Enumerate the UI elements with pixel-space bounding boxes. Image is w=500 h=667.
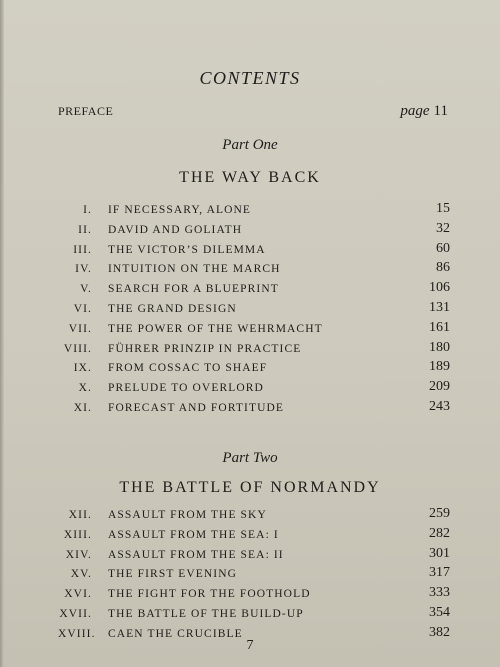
chapter-title: IF NECESSARY, ALONE [108,204,252,216]
preface-page-word: page [400,103,430,119]
page-edge-shadow [0,0,4,667]
chapter-title: THE BATTLE OF THE BUILD-UP [108,607,304,620]
chapter-number: V. [80,283,92,296]
chapter-page: 86 [436,260,450,276]
chapter-page: 189 [429,359,450,375]
toc-entry [58,221,450,241]
part-one-title: THE WAY BACK [179,169,321,186]
part-one-chapter-list [58,201,450,419]
toc-entry [58,241,450,261]
toc-entry [58,260,450,280]
toc-entry [58,605,450,625]
preface-page-number: 11 [433,103,448,119]
chapter-page: 282 [429,525,450,541]
chapter-page: 317 [429,565,450,581]
part-two-chapter-list [58,506,450,645]
chapter-number: IV. [75,263,92,276]
chapter-title: THE FIGHT FOR THE FOOTHOLD [108,588,311,601]
chapter-number: III. [73,243,92,256]
chapter-page: 32 [436,220,450,236]
toc-entry [58,546,450,566]
chapter-number: VI. [73,302,92,315]
chapter-page: 382 [429,624,450,640]
toc-entry [58,585,450,605]
chapter-number: XIV. [65,548,92,561]
part-one-label: Part One [222,137,278,153]
toc-entry [58,359,450,379]
preface-label: PREFACE [58,104,114,118]
chapter-title: THE FIRST EVENING [108,568,238,581]
chapter-title: PRELUDE TO OVERLORD [108,382,264,395]
chapter-number: XI. [73,401,92,414]
part-two-title: THE BATTLE OF NORMANDY [119,479,381,496]
chapter-title: ASSAULT FROM THE SEA: I [108,528,279,541]
chapter-number: XVIII. [58,627,96,640]
chapter-page: 180 [429,339,450,355]
chapter-page: 243 [429,398,450,414]
chapter-title: DAVID AND GOLIATH [108,223,243,236]
chapter-number: XV. [70,568,92,581]
chapter-page: 354 [429,604,450,620]
toc-entry [58,340,450,360]
toc-entry [58,399,450,419]
chapter-title: FORECAST AND FORTITUDE [108,401,285,414]
toc-entry [58,506,450,526]
chapter-title: ASSAULT FROM THE SEA: II [108,548,284,561]
chapter-page: 106 [429,280,450,296]
chapter-page: 209 [429,379,450,395]
chapter-title: CAEN THE CRUCIBLE [108,627,243,640]
chapter-page: 15 [436,201,450,216]
chapter-number: XVII. [59,607,92,620]
toc-entry [58,280,450,300]
toc-entry [58,201,450,221]
chapter-title: FROM COSSAC TO SHAEF [108,362,268,375]
chapter-title: SEARCH FOR A BLUEPRINT [108,283,279,296]
chapter-number: VIII. [63,342,92,355]
chapter-number: X. [78,382,92,395]
chapter-page: 301 [429,545,450,561]
chapter-page: 333 [429,585,450,601]
chapter-page: 259 [429,506,450,521]
chapter-page: 60 [436,240,450,256]
chapter-number: IX. [73,362,92,375]
toc-entry [58,320,450,340]
chapter-number: II. [78,223,92,236]
chapter-number: XVI. [64,588,92,601]
toc-entry [58,300,450,320]
chapter-number: VII. [68,322,92,335]
chapter-title: FÜHRER PRINZIP IN PRACTICE [108,342,302,355]
chapter-number: XII. [68,509,92,521]
chapter-number: I. [83,204,92,216]
chapter-title: THE POWER OF THE WEHRMACHT [108,322,323,335]
toc-entry [58,379,450,399]
chapter-title: THE VICTOR’S DILEMMA [108,243,266,256]
preface-entry [58,103,448,120]
chapter-title: INTUITION ON THE MARCH [108,263,281,276]
preface-page-ref [400,103,448,120]
toc-entry [58,526,450,546]
toc-entry [58,565,450,585]
chapter-page: 131 [429,299,450,315]
chapter-title: THE GRAND DESIGN [108,302,237,315]
chapter-page: 161 [429,319,450,335]
chapter-number: XIII. [63,528,92,541]
chapter-title: ASSAULT FROM THE SKY [108,509,267,521]
contents-heading: CONTENTS [199,68,301,88]
page-number: 7 [246,638,254,653]
part-two-label: Part Two [222,450,278,466]
